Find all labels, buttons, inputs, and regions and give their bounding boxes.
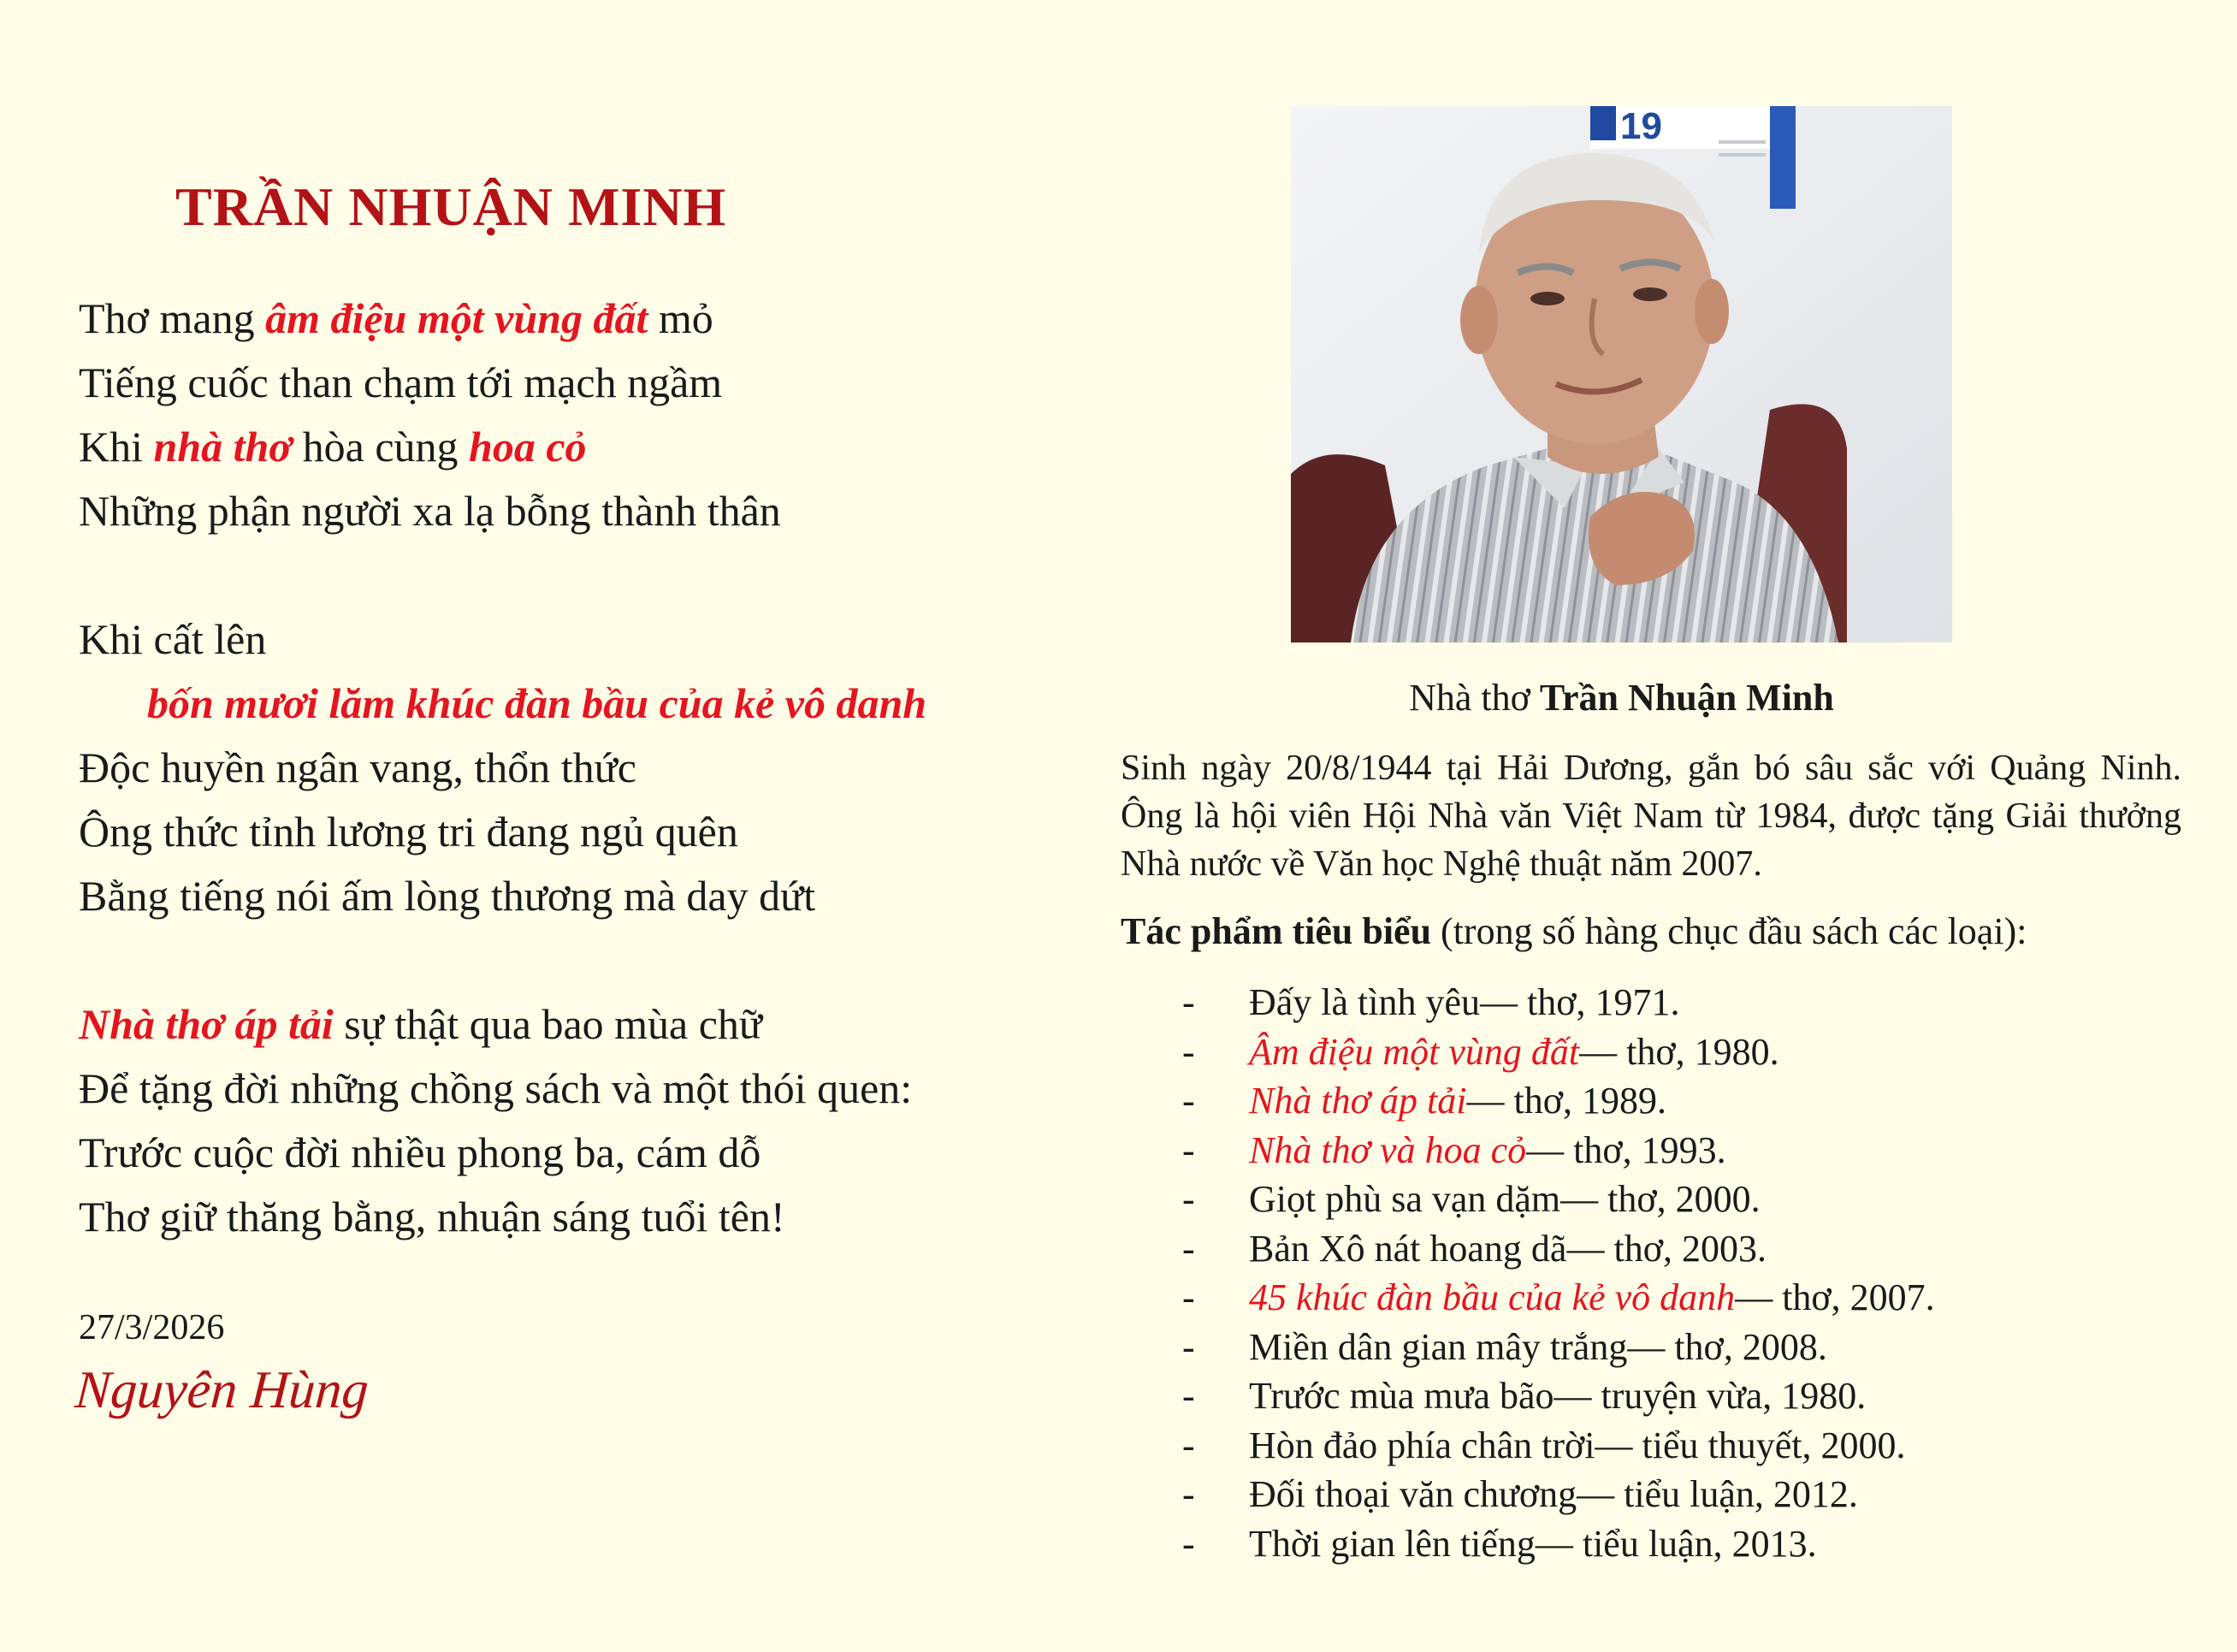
works-heading bbox=[1121, 909, 2199, 953]
work-item bbox=[1182, 1076, 2209, 1126]
poem-text: Thơ mang bbox=[79, 294, 266, 342]
poem-text: Khi bbox=[79, 423, 154, 471]
work-title: Nhà thơ và hoa cỏ bbox=[1249, 1128, 1527, 1171]
poem-line bbox=[79, 992, 1131, 1057]
poem-line: Khi cất lên bbox=[79, 615, 267, 663]
poem-highlight: âm điệu một vùng đất bbox=[265, 294, 648, 342]
poem-line: Những phận người xa lạ bỗng thành thân bbox=[79, 487, 781, 535]
work-details: — thơ, 2003. bbox=[1566, 1227, 1767, 1270]
work-details: — tiểu luận, 2013. bbox=[1535, 1522, 1817, 1565]
author-bio: Sinh ngày 20/8/1944 tại Hải Dương, gắn bó sâu sắc với Quảng Ninh. Ông là hội viên Hội Nhà văn Việt Nam từ 1984, được tặng Giải thưởng Nhà nước về Văn học Nghệ thuật năm 2007. bbox=[1121, 749, 2181, 884]
work-details: — truyện vừa, 1980. bbox=[1553, 1375, 1867, 1417]
work-title: Bản Xô nát hoang dã bbox=[1249, 1227, 1567, 1270]
works-heading-bold: Tác phẩm tiêu biểu bbox=[1121, 910, 1432, 952]
poem-text: mỏ bbox=[648, 294, 713, 342]
poem-line: Tiếng cuốc than chạm tới mạch ngầm bbox=[79, 358, 723, 406]
stanza-gap bbox=[79, 928, 1131, 992]
work-details: — thơ, 1993. bbox=[1526, 1128, 1726, 1171]
work-item bbox=[1182, 1470, 2209, 1519]
list-dash: - bbox=[1182, 1424, 1195, 1466]
caption-prefix: Nhà thơ bbox=[1409, 677, 1540, 719]
poem-line: Ông thức tỉnh lương tri đang ngủ quên bbox=[79, 808, 738, 856]
work-title: Trước mùa mưa bão bbox=[1249, 1375, 1554, 1417]
list-dash: - bbox=[1182, 1030, 1195, 1073]
portrait-photo bbox=[1291, 106, 1952, 642]
poem-line bbox=[79, 415, 1131, 479]
work-details: — thơ, 2000. bbox=[1560, 1178, 1761, 1220]
work-item bbox=[1182, 1421, 2209, 1471]
work-title: Âm điệu một vùng đất bbox=[1249, 1030, 1580, 1073]
poem-date: 27/3/2026 bbox=[79, 1308, 225, 1347]
work-details: — tiểu luận, 2012. bbox=[1577, 1473, 1858, 1515]
work-details: — thơ, 1980. bbox=[1579, 1030, 1779, 1073]
work-item bbox=[1182, 1126, 2209, 1175]
poem-highlight: Nhà thơ áp tải bbox=[79, 1000, 334, 1048]
list-dash: - bbox=[1182, 1325, 1195, 1368]
poem-line: Độc huyền ngân vang, thổn thức bbox=[79, 743, 636, 791]
works-list bbox=[1182, 978, 2209, 1568]
list-dash: - bbox=[1182, 1227, 1195, 1270]
poem-highlight: hoa cỏ bbox=[469, 423, 587, 471]
work-item bbox=[1182, 978, 2209, 1027]
poem-line: Bằng tiếng nói ấm lòng thương mà day dứt bbox=[79, 872, 816, 920]
poem-line bbox=[79, 287, 1131, 351]
poem-line: Trước cuộc đời nhiều phong ba, cám dỗ bbox=[79, 1128, 761, 1176]
work-details: — thơ, 1971. bbox=[1480, 981, 1680, 1023]
work-item bbox=[1182, 1175, 2209, 1224]
work-item bbox=[1182, 1371, 2209, 1421]
poem-line: Để tặng đời những chồng sách và một thói quen: bbox=[79, 1064, 913, 1112]
stanza-gap bbox=[79, 543, 1131, 607]
portrait-illustration bbox=[1291, 106, 1952, 642]
work-details: — thơ, 2007. bbox=[1735, 1276, 1935, 1318]
list-dash: - bbox=[1182, 1473, 1195, 1515]
work-item bbox=[1182, 1323, 2209, 1372]
poem-highlight: bốn mươi lăm khúc đàn bầu của kẻ vô danh bbox=[147, 679, 927, 727]
poem-highlight: nhà thơ bbox=[153, 423, 293, 471]
work-title: Miền dân gian mây trắng bbox=[1249, 1325, 1628, 1368]
work-title: Thời gian lên tiếng bbox=[1249, 1522, 1536, 1565]
work-title: Nhà thơ áp tải bbox=[1249, 1080, 1467, 1122]
list-dash: - bbox=[1182, 1128, 1195, 1171]
list-dash: - bbox=[1182, 1080, 1195, 1122]
work-title: Đối thoại văn chương bbox=[1249, 1473, 1577, 1515]
list-dash: - bbox=[1182, 1375, 1195, 1417]
work-title: 45 khúc đàn bầu của kẻ vô danh bbox=[1249, 1276, 1736, 1318]
work-details: — thơ, 2008. bbox=[1627, 1325, 1827, 1368]
works-heading-rest: (trong số hàng chục đầu sách các loại): bbox=[1431, 910, 2027, 952]
author-signature: Nguyên Hùng bbox=[73, 1361, 371, 1419]
work-title: Giọt phù sa vạn dặm bbox=[1249, 1178, 1561, 1220]
work-item bbox=[1182, 1224, 2209, 1274]
list-dash: - bbox=[1182, 981, 1195, 1023]
work-item bbox=[1182, 1519, 2209, 1569]
caption-name: Trần Nhuận Minh bbox=[1539, 677, 1834, 719]
photo-caption bbox=[1291, 676, 1952, 719]
work-item bbox=[1182, 1027, 2209, 1077]
poem-text: hòa cùng bbox=[292, 423, 470, 471]
poem-title: TRẦN NHUẬN MINH bbox=[175, 176, 727, 237]
poem-line: Thơ giữ thăng bằng, nhuận sáng tuổi tên! bbox=[79, 1193, 785, 1240]
list-dash: - bbox=[1182, 1276, 1195, 1318]
work-title: Hòn đảo phía chân trời bbox=[1249, 1424, 1595, 1466]
work-title: Đấy là tình yêu bbox=[1249, 981, 1481, 1023]
list-dash: - bbox=[1182, 1178, 1195, 1220]
list-dash: - bbox=[1182, 1522, 1195, 1565]
poem-text: sự thật qua bao mùa chữ bbox=[333, 1000, 763, 1048]
work-details: — thơ, 1989. bbox=[1466, 1080, 1667, 1122]
poem-body bbox=[79, 287, 1131, 1249]
work-item bbox=[1182, 1273, 2209, 1323]
photo-sign-number: 19 bbox=[1620, 106, 1662, 147]
work-details: — tiểu thuyết, 2000. bbox=[1595, 1424, 1906, 1466]
poem-line bbox=[79, 672, 1131, 736]
